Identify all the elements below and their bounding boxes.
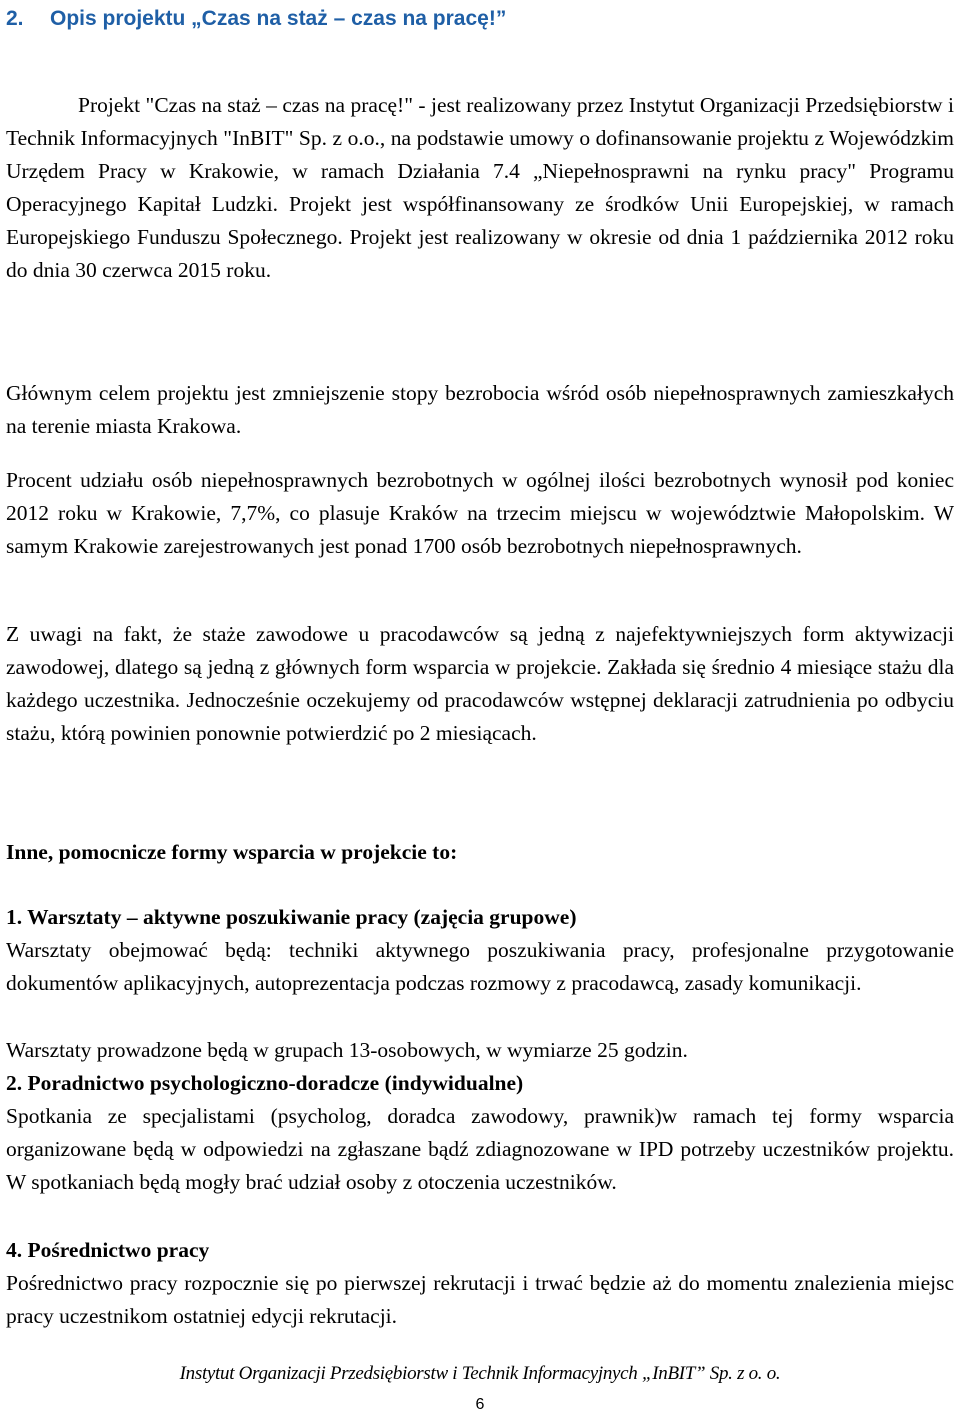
support-item-title: 4. Pośrednictwo pracy	[6, 1238, 210, 1262]
support-item-text: Spotkania ze specjalistami (psycholog, doradca zawodowy, prawnik)w ramach tej formy wsparcia organizowane będą w odpowiedzi na zgłaszane bądź zdiagnozowane w IPD potrzeby uczestników projektu. W spotkaniach będą mogły brać udział osoby z otoczenia uczestników.	[6, 1104, 954, 1194]
paragraph-unemployment-stats: Procent udziału osób niepełnosprawnych bezrobotnych w ogólnej ilości bezrobotnych wynosił pod koniec 2012 roku w Krakowie, 7,7%, co plasuje Kraków na trzecim miejscu w województwie Małopolskim. W samym Krakowie zarejestrowanych jest ponad 1700 osób bezrobotnych niepełnosprawnych.	[6, 468, 954, 558]
page-footer: Instytut Organizacji Przedsiębiorstw i Technik Informacyjnych „InBIT” Sp. z o. o.	[179, 1363, 781, 1384]
paragraph-internships: Z uwagi na fakt, że staże zawodowe u pracodawców są jedną z najefektywniejszych form aktywizacji zawodowej, dlatego są jedną z głównych form wsparcia w projekcie. Zakłada się średnio 4 miesiące stażu dla każdego uczestnika. Jednocześnie oczekujemy od pracodawców wstępnej deklaracji zatrudnienia po odbyciu stażu, którą powinien ponownie potwierdzić po 2 miesiącach.	[6, 622, 954, 745]
support-item-title: 2. Poradnictwo psychologiczno-doradcze (indywidualne)	[6, 1071, 524, 1095]
document-page	[6, 0, 954, 1420]
support-forms-heading: Inne, pomocnicze formy wsparcia w projekcie to:	[6, 840, 458, 864]
support-item-text: Warsztaty obejmować będą: techniki aktywnego poszukiwania pracy, profesjonalne przygotowanie dokumentów aplikacyjnych, autoprezentacja podczas rozmowy z pracodawcą, zasady komunikacji.	[6, 938, 954, 995]
page-number: 6	[475, 1396, 485, 1413]
section-number: 2.	[6, 7, 24, 30]
support-item-text-extra: Warsztaty prowadzone będą w grupach 13-osobowych, w wymiarze 25 godzin.	[6, 1038, 688, 1062]
section-heading	[6, 6, 506, 32]
support-item-text: Pośrednictwo pracy rozpocznie się po pierwszej rekrutacji i trwać będzie aż do momentu znalezienia miejsc pracy uczestnikom ostatniej edycji rekrutacji.	[6, 1271, 954, 1328]
section-title: Opis projektu „Czas na staż – czas na pracę!”	[50, 7, 507, 30]
support-item-title: 1. Warsztaty – aktywne poszukiwanie pracy (zajęcia grupowe)	[6, 905, 577, 929]
paragraph-project-intro: Projekt "Czas na staż – czas na pracę!" - jest realizowany przez Instytut Organizacji Przedsiębiorstw i Technik Informacyjnych "InBIT" Sp. z o.o., na podstawie umowy o dofinansowanie projektu z Wojewódzkim Urzędem Pracy w Krakowie, w ramach Działania 7.4 „Niepełnosprawni na rynku pracy" Programu Operacyjnego Kapitał Ludzki. Projekt jest współfinansowany ze środków Unii Europejskiej, w ramach Europejskiego Funduszu Społecznego. Projekt jest realizowany w okresie od dnia 1 października 2012 roku do dnia 30 czerwca 2015 roku.	[6, 93, 954, 282]
paragraph-project-goal: Głównym celem projektu jest zmniejszenie stopy bezrobocia wśród osób niepełnosprawnych zamieszkałych na terenie miasta Krakowa.	[6, 381, 954, 438]
